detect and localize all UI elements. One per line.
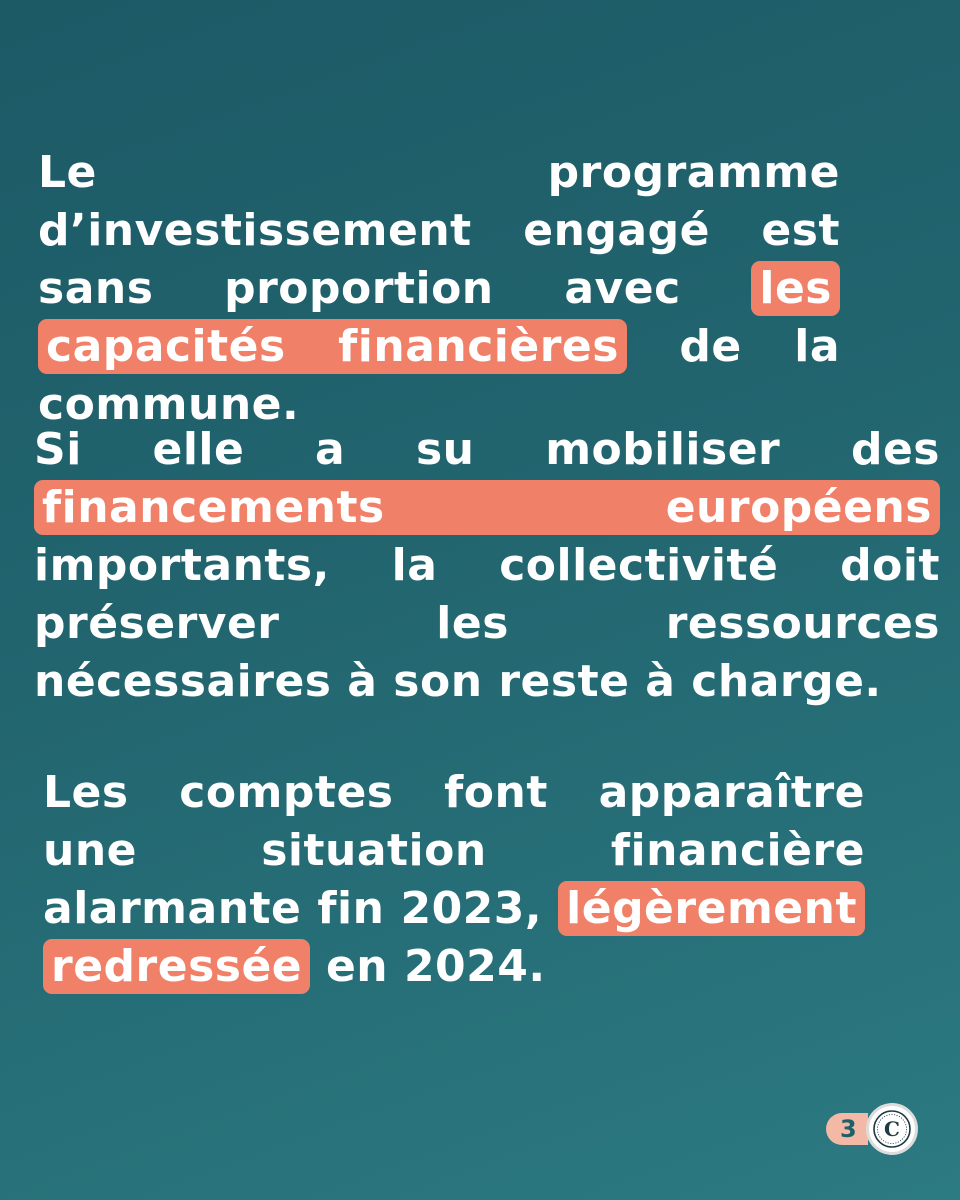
paragraph-investment bbox=[38, 144, 840, 434]
page-number-badge bbox=[826, 1113, 868, 1145]
logo-letter: C bbox=[884, 1117, 900, 1141]
paragraph-text: Les comptes font apparaître une situation financière alarmante fin 2023, bbox=[43, 767, 865, 934]
paragraph-text: de la commune. bbox=[38, 321, 841, 430]
paragraph-european-funding bbox=[34, 421, 940, 711]
highlight-financements-europeens: financements européens bbox=[34, 480, 940, 535]
highlight-capacites-financieres: les capacités financières bbox=[38, 261, 840, 374]
paragraph-text: Le programme d’investissement engagé est sans proportion avec bbox=[38, 147, 840, 314]
paragraph-financial-situation bbox=[43, 764, 865, 996]
paragraph-text: importants, la collectivité doit préserver les ressources nécessaires à son reste à charge. bbox=[34, 540, 940, 707]
paragraph-text: en 2024. bbox=[310, 941, 546, 992]
paragraph-text: Si elle a su mobiliser des bbox=[34, 424, 940, 475]
cour-des-comptes-seal-icon bbox=[866, 1103, 918, 1155]
page-number: 3 bbox=[840, 1115, 857, 1143]
highlight-legerement-redressee: légèrement redressée bbox=[43, 881, 865, 994]
seal-graphic bbox=[872, 1109, 912, 1149]
